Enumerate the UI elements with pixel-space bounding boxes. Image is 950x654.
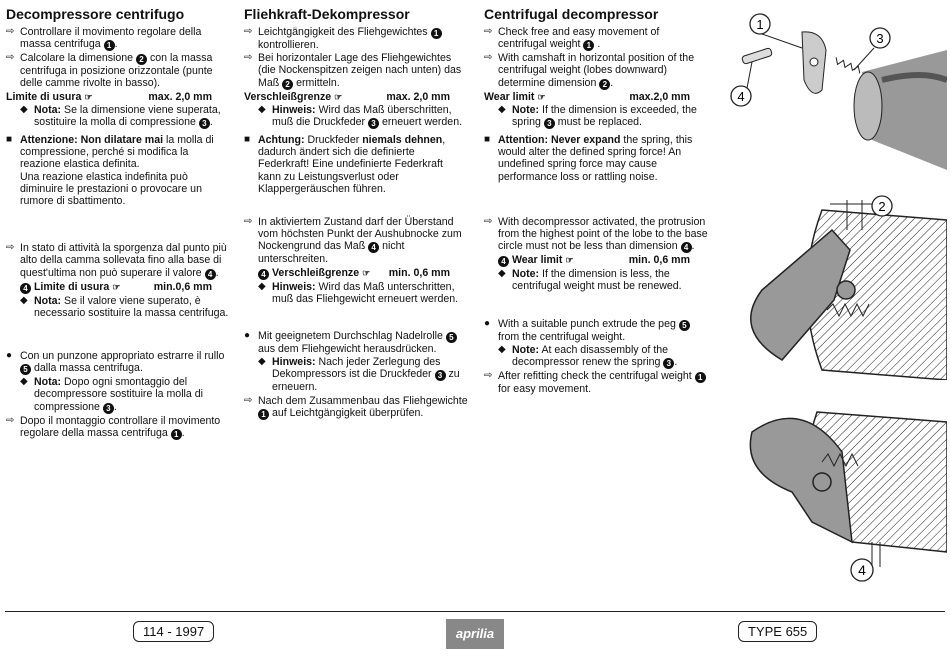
note-2: ◆ Hinweis: Wird das Maß unterschritten, muß das Fliehgewicht erneuert werden.: [258, 280, 459, 305]
square-icon: ■: [484, 134, 491, 146]
page-number: 114 - 1997: [133, 621, 214, 642]
figure-label-4: [851, 559, 873, 581]
svg-text:1: 1: [756, 17, 764, 32]
step-check-movement: ⇨ Controllare il movimento regolare della massa centrifuga 1 .: [6, 26, 202, 51]
diamond-icon: ◆: [258, 280, 266, 292]
hand-pointer-icon: ☞: [112, 281, 121, 292]
figure-label-2: [872, 196, 892, 216]
figure-label-3: [870, 28, 890, 48]
svg-text:4: 4: [858, 562, 866, 578]
cross-section-bottom: [722, 392, 947, 592]
footer-rule: [5, 611, 945, 612]
arrow-icon: ⇨: [484, 215, 493, 227]
bullet-icon: ●: [484, 317, 491, 329]
section-title-de: Fliehkraft-Dekompressor: [244, 6, 410, 22]
note-1: ◆ Nota: Se la dimensione viene superata, sostituire la molla di compressione 3 .: [20, 103, 221, 129]
arrow-icon: ⇨: [6, 414, 15, 426]
hand-pointer-icon: ☞: [84, 91, 93, 102]
arrow-icon: ⇨: [6, 242, 15, 254]
note-1: ◆ Note: If the dimension is exceeded, the spring 3 must be replaced.: [498, 103, 697, 129]
svg-text:3: 3: [876, 31, 884, 46]
bullet-icon: ●: [6, 350, 13, 362]
section-title-it: Decompressore centrifugo: [6, 6, 185, 22]
step-calc-dimension: ⇨ Bei horizontaler Lage des Fliehgewichtes (die Nockenspitzen zeigen nach unten) das Maß 2 ermitteln.: [244, 52, 462, 89]
diamond-icon: ◆: [20, 376, 28, 388]
section-title-en: Centrifugal decompressor: [484, 6, 659, 22]
arrow-icon: ⇨: [484, 370, 493, 382]
arrow-icon: ⇨: [244, 216, 253, 228]
note-1: ◆ Hinweis: Wird das Maß überschritten, muß die Druckfeder 3 erneuert werden.: [258, 103, 463, 129]
step-after-assembly: ⇨ Nach dem Zusammenbau das Fliehgewichte 1 auf Leichtgängigkeit überprüfen.: [244, 394, 468, 419]
english-column: [484, 6, 708, 396]
note-3: ◆ Hinweis: Nach jeder Zerlegung des Dekompressors ist die Druckfeder 3 zu erneuern.: [258, 356, 460, 394]
step-extrude: ● Con un punzone appropriato estrarre il rullo 5 dalla massa centrifuga.: [6, 350, 225, 375]
arrow-icon: ⇨: [244, 394, 253, 406]
step-calc-dimension: ⇨ With camshaft in horizontal position of the centrifugal weight (lobes downward) determine dimension 2 .: [484, 52, 695, 89]
hand-pointer-icon: ☞: [334, 91, 343, 102]
bullet-icon: ●: [244, 330, 251, 342]
diamond-icon: ◆: [498, 268, 506, 280]
step-check-movement: ⇨ Check free and easy movement of centrifugal weight 1 .: [484, 26, 660, 51]
step-protrusion: ⇨ In stato di attività la sporgenza dal punto più alto della camma sollevata fino alla base di quest'ultima non può superare il valore 4 .: [6, 242, 227, 279]
arrow-icon: ⇨: [6, 26, 15, 37]
wear-limit-max: Wear limit ☞ max.2,0 mm: [484, 90, 690, 103]
wear-limit-min: 4 Limite di usura ☞ min.0,6 mm: [6, 281, 230, 294]
aprilia-logo: aprilia: [446, 619, 504, 649]
step-after-assembly: ⇨ After refitting check the centrifugal weight 1 for easy movement.: [484, 370, 708, 395]
arrow-icon: ⇨: [484, 26, 493, 37]
note-3: ◆ Note: At each disassembly of the decompressor renew the spring 3 .: [498, 343, 678, 369]
step-after-assembly: ⇨ Dopo il montaggio controllare il movimento regolare della massa centrifuga 1 .: [6, 414, 221, 439]
step-protrusion: ⇨ In aktiviertem Zustand darf der Überstand vom höchsten Punkt der Aushubnocke zum Nockengrund das Maß 4 nicht unterschreiten.: [244, 216, 462, 266]
german-column: [244, 6, 468, 421]
italian-column: [6, 6, 230, 441]
wear-limit-min: 4 Wear limit ☞ min. 0,6 mm: [484, 254, 708, 267]
arrow-icon: ⇨: [244, 52, 253, 64]
hand-pointer-icon: ☞: [565, 255, 574, 266]
type-label: TYPE 655: [738, 621, 817, 642]
step-protrusion: ⇨ With decompressor activated, the protrusion from the highest point of the lobe to the base circle must not be less than dimension 4 .: [484, 215, 708, 253]
note-2: ◆ Note: If the dimension is less, the centrifugal weight must be renewed.: [498, 268, 682, 293]
callout-2: 2: [136, 54, 147, 65]
diamond-icon: ◆: [258, 356, 266, 368]
note-2: ◆ Nota: Se il valore viene superato, è necessario sostituire la massa centrifuga.: [20, 294, 229, 319]
wear-limit-max: Verschleißgrenze ☞ max. 2,0 mm: [244, 90, 450, 103]
attention-1: ■ Attenzione: Non dilatare mai la molla di compressione, perché si modifica la reazione elastica definita. Una reazione elastica indefinita può diminuire le prestazioni o provocare un rumore di sbattimento.: [6, 134, 214, 208]
camshaft-shape: [854, 50, 947, 170]
hand-pointer-icon: ☞: [362, 267, 371, 278]
diamond-icon: ◆: [498, 103, 506, 115]
attention-1: ■ Attention: Never expand the spring, this would alter the defined spring force! An undefined spring force may cause performance loss or rattling noise.: [484, 134, 693, 183]
diamond-icon: ◆: [20, 103, 28, 115]
exploded-view-illustration: [722, 10, 947, 180]
peg-shape: [741, 48, 772, 65]
centrifugal-weight-shape: [802, 32, 826, 94]
figure-label-1: [750, 14, 770, 34]
square-icon: ■: [244, 134, 251, 146]
arrow-icon: ⇨: [244, 26, 253, 37]
wear-limit-min: 4 Verschleißgrenze ☞ min. 0,6 mm: [244, 267, 468, 280]
svg-text:4: 4: [737, 89, 745, 104]
arrow-icon: ⇨: [484, 52, 493, 64]
arrow-icon: ⇨: [6, 52, 15, 64]
step-check-movement: ⇨ Leichtgängigkeit des Fliehgewichtes 1 kontrollieren.: [244, 26, 468, 51]
figure-label-4: [731, 86, 751, 106]
note-3: ◆ Nota: Dopo ogni smontaggio del decompressore sostituire la molla di compressione 3 .: [20, 376, 203, 413]
step-calc-dimension: ⇨ Calcolare la dimensione 2 con la massa centrifuga in posizione orizzontale (punte delle camme rivolte in basso).: [6, 52, 213, 90]
diamond-icon: ◆: [498, 343, 506, 355]
svg-text:2: 2: [878, 199, 886, 214]
diamond-icon: ◆: [20, 294, 28, 306]
callout-1: 1: [104, 40, 115, 51]
step-extrude: ● With a suitable punch extrude the peg 5 from the centrifugal weight.: [484, 318, 708, 343]
step-extrude: ● Mit geeignetem Durchschlag Nadelrolle 5 aus dem Fliehgewicht herausdrücken.: [244, 330, 468, 355]
attention-1: ■ Achtung: Druckfeder niemals dehnen, dadurch ändert sich die definierte Federkraft! Eine undefinierte Federkraft kann zu Leistungsverlust oder Klappergeräuschen führen.: [244, 134, 446, 195]
square-icon: ■: [6, 134, 13, 146]
cross-section-top: [722, 190, 947, 380]
hand-pointer-icon: ☞: [537, 91, 546, 102]
wear-limit-max: Limite di usura ☞ max. 2,0 mm: [6, 90, 212, 103]
diamond-icon: ◆: [258, 103, 266, 115]
